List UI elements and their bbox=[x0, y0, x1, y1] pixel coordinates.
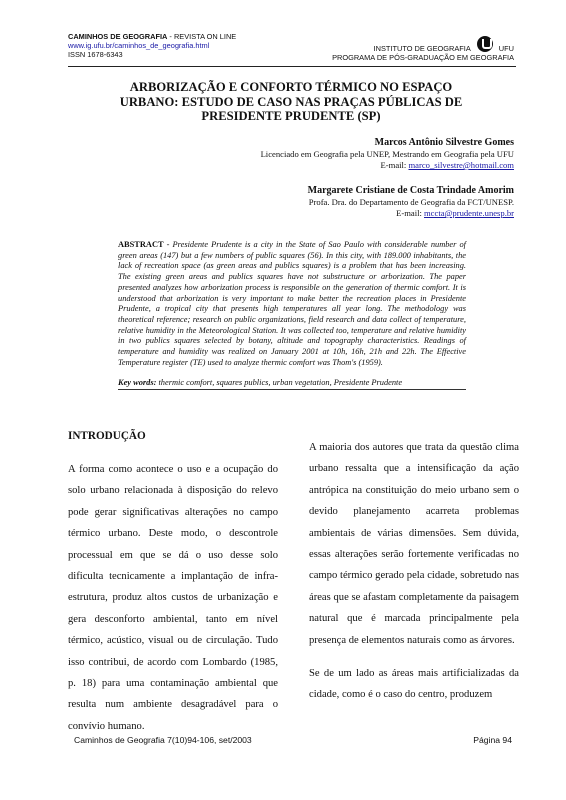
right-column bbox=[309, 437, 519, 718]
abstract-text: - Presidente Prudente is a city in the State of Sao Paulo with considerable number of green areas (147) but a few numbers of public squares (56). In this city, with 189.000 inhabitants, the lack of recreation space (as green areas and publics squares) is a problem that has been increasing. The existing green areas and publics squares have not substructure or arborization. The paper presented analyzes how arborization process is responsible on the generation of thermic comfort. It is understood that arborization is very important to make better the recreation places in Presidente Prudente, a tropical city that presents high temperatures all year long. The methodology was theoretical reference; research on public organizations, field research and data collect of temperature, relative humidity in the Meteorological Station. It was collected too, temperature and relative humidity in two publics squares selected by botany, altitude and topography characteristics. Readings of temperature and humidity was realized on January 2001 at 10h, 16h, 21h and 22h. The Effective Temperature register (TE) used to analyze thermic comfort was Thom's (1959). bbox=[118, 240, 466, 367]
author-email-link[interactable]: mccta@prudente.unesp.br bbox=[424, 208, 514, 218]
keywords bbox=[118, 377, 466, 390]
author-affiliation: Profa. Dra. do Departamento de Geografia da FCT/UNESP. bbox=[308, 197, 514, 207]
author-email-line: E-mail: mccta@prudente.unesp.br bbox=[396, 208, 514, 218]
keywords-text: thermic comfort, squares publics, urban vegetation, Presidente Prudente bbox=[156, 378, 403, 387]
title-line: PRESIDENTE PRUDENTE (SP) bbox=[201, 109, 381, 123]
left-column bbox=[68, 426, 278, 749]
title-line: URBANO: ESTUDO DE CASO NAS PRAÇAS PÚBLICAS DE bbox=[119, 94, 463, 109]
page-number: Página 94 bbox=[473, 735, 512, 745]
footer-citation: Caminhos de Geografia 7(10)94-106, set/2003 bbox=[74, 735, 252, 745]
paragraph: A forma como acontece o uso e a ocupação do solo urbano relacionada à disposição do relevo pode gerar significativas alterações no campo térmico urbano. Deste modo, o descontrole processual em que se dá o uso desse solo dificulta tecnicamente a implantação de infra-estrutura, produz altos custos de urbanização e gera desconforto ambiental, tanto em nível térmico, acústico, visual ou de circulação. Tudo isso contribui, de acordo com Lombardo (1985, p. 18) para uma contaminação ambiental que resulta num ambiente desagradável para o convívio humano. bbox=[68, 464, 278, 732]
author-email-link[interactable]: marco_silvestre@hotmail.com bbox=[408, 160, 514, 170]
section-heading: INTRODUÇÃO bbox=[68, 430, 146, 442]
institution-header bbox=[332, 44, 514, 62]
header-divider bbox=[68, 66, 516, 67]
page-footer bbox=[74, 735, 512, 745]
journal-header bbox=[68, 32, 236, 59]
abstract-label: ABSTRACT bbox=[118, 240, 164, 249]
paragraph: A maioria dos autores que trata da questão clima urbano ressalta que a intensificação da ação antrópica na constituição do meio urbano sem o devido planejamento acarreta problemas ambientais de várias dimensões. Sem dúvida, essas alterações serão fortemente verificadas no campo térmico gerado pela cidade, sobretudo nas áreas que se afastam completamente da paisagem natural que é marcada principalmente pela presença de elementos naturais como as árvores. bbox=[309, 442, 519, 646]
keywords-label: Key words: bbox=[118, 378, 157, 387]
university-logo-icon bbox=[477, 36, 493, 52]
abstract bbox=[118, 240, 466, 368]
journal-url[interactable]: www.ig.ufu.br/caminhos_de_geografia.html bbox=[68, 41, 210, 50]
paragraph: Se de um lado as áreas mais artificializadas da cidade, como é o caso do centro, produzem bbox=[309, 668, 519, 701]
author-affiliation: Licenciado em Geografia pela UNEP, Mestrando em Geografia pela UFU bbox=[260, 149, 514, 159]
program-name: PROGRAMA DE PÓS-GRADUAÇÃO EM GEOGRAFIA bbox=[332, 53, 514, 62]
author-name: Margarete Cristiane de Costa Trindade Amorim bbox=[307, 185, 514, 196]
paper-title bbox=[68, 80, 514, 124]
institute-name: INSTITUTO DE GEOGRAFIA bbox=[373, 44, 471, 53]
author-name: Marcos Antônio Silvestre Gomes bbox=[374, 137, 514, 148]
university-name: UFU bbox=[498, 44, 514, 53]
issn: ISSN 1678-6343 bbox=[68, 50, 123, 59]
author-block bbox=[261, 136, 514, 171]
title-line: ARBORIZAÇÃO E CONFORTO TÉRMICO NO ESPAÇO bbox=[129, 80, 453, 94]
journal-name: CAMINHOS DE GEOGRAFIA - REVISTA ON LINE bbox=[68, 32, 237, 41]
author-email-line: E-mail: marco_silvestre@hotmail.com bbox=[380, 160, 514, 170]
author-block bbox=[308, 184, 514, 219]
